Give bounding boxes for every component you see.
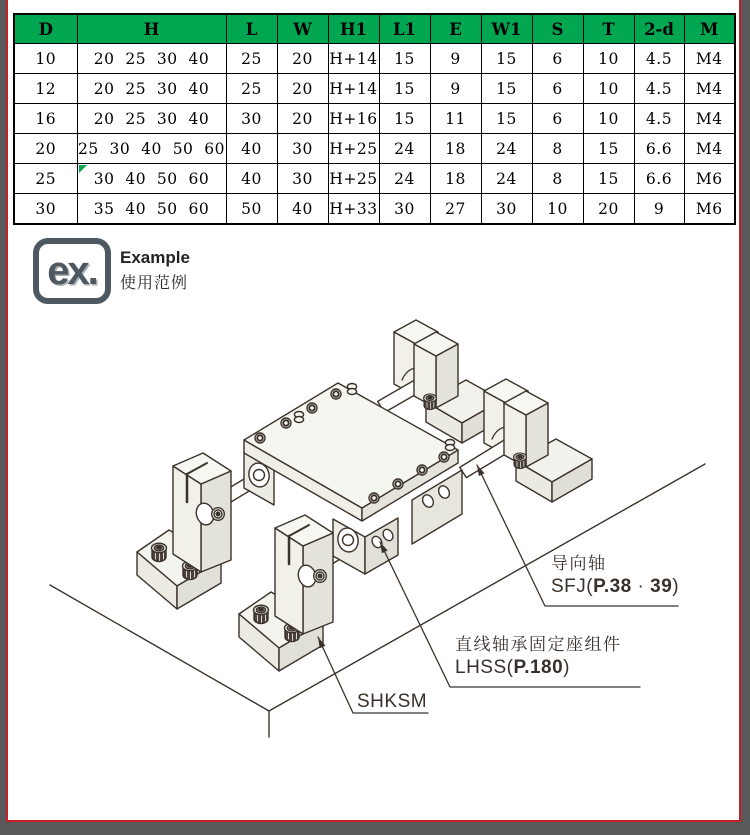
table-cell: 25 30 40 50 60 (77, 134, 226, 164)
table-cell: 15 (379, 104, 430, 134)
table-cell: 24 (481, 134, 532, 164)
table-row (14, 194, 735, 225)
table-cell: 10 (583, 74, 634, 104)
label-clamp-code: SHKSM (357, 691, 428, 712)
col-header-T: T (583, 14, 634, 44)
table-cell: 9 (634, 194, 684, 225)
table-row (14, 134, 735, 164)
table-row (14, 74, 735, 104)
col-header-2d: 2-d (634, 14, 684, 44)
table-row (14, 104, 735, 134)
table-cell: M4 (684, 134, 735, 164)
col-header-M: M (684, 14, 735, 44)
table-cell: H+14 (328, 44, 379, 74)
table-cell: 20 25 30 40 (77, 104, 226, 134)
table-cell: 15 (379, 74, 430, 104)
table-cell: 25 (14, 164, 77, 194)
table-cell: 8 (532, 134, 583, 164)
table-cell: M4 (684, 74, 735, 104)
table-cell: 6 (532, 104, 583, 134)
table-cell: 10 (532, 194, 583, 225)
table-cell: 4.5 (634, 44, 684, 74)
cell-marker (79, 165, 87, 173)
table-cell: 30 (226, 104, 277, 134)
table-cell: 6.6 (634, 134, 684, 164)
table-cell: 9 (430, 74, 481, 104)
table-cell: H+16 (328, 104, 379, 134)
col-header-D: D (14, 14, 77, 44)
table-cell: 30 40 50 60 (77, 164, 226, 194)
col-header-L1: L1 (379, 14, 430, 44)
example-logo: ex. (33, 238, 111, 304)
example-title: Example (120, 248, 190, 267)
table-cell: 20 25 30 40 (77, 44, 226, 74)
table-cell: H+14 (328, 74, 379, 104)
table-cell: 24 (481, 164, 532, 194)
table-cell: 11 (430, 104, 481, 134)
table-cell: H+25 (328, 164, 379, 194)
table-cell: 15 (481, 44, 532, 74)
shaft-support-front-left (137, 453, 231, 609)
col-header-E: E (430, 14, 481, 44)
table-cell: 8 (532, 164, 583, 194)
table-cell: 6.6 (634, 164, 684, 194)
table-header-row (14, 14, 735, 44)
table-cell: 20 25 30 40 (77, 74, 226, 104)
table-cell: 35 40 50 60 (77, 194, 226, 225)
table-cell: 9 (430, 44, 481, 74)
table-cell: 15 (583, 134, 634, 164)
table-cell: 10 (583, 104, 634, 134)
table-row (14, 164, 735, 194)
table-cell: 25 (226, 44, 277, 74)
table-cell: 16 (14, 104, 77, 134)
label-bearing-unit-cn: 直线轴承固定座组件 (455, 635, 622, 654)
table-cell: 24 (379, 164, 430, 194)
table-cell: M4 (684, 104, 735, 134)
label-bearing-unit-code: LHSS(P.180) (455, 656, 570, 678)
catalog-page (6, 0, 741, 822)
table-cell: 20 (583, 194, 634, 225)
table-cell: 30 (277, 164, 328, 194)
table-cell: 18 (430, 164, 481, 194)
table-cell: 40 (226, 164, 277, 194)
table-cell: 40 (226, 134, 277, 164)
table-cell: 15 (583, 164, 634, 194)
table-cell: 25 (226, 74, 277, 104)
col-header-H1: H1 (328, 14, 379, 44)
table-cell: 10 (14, 44, 77, 74)
table-cell: 12 (14, 74, 77, 104)
table-row (14, 44, 735, 74)
spec-table (13, 13, 736, 225)
table-cell: 30 (379, 194, 430, 225)
table-cell: M6 (684, 164, 735, 194)
shaft-support-front-center (239, 515, 333, 671)
table-cell: M6 (684, 194, 735, 225)
table-cell: 40 (277, 194, 328, 225)
col-header-H: H (77, 14, 226, 44)
example-subtitle-cn: 使用范例 (120, 275, 189, 292)
table-cell: 15 (481, 104, 532, 134)
table-cell: 4.5 (634, 74, 684, 104)
table-cell: 24 (379, 134, 430, 164)
table-cell: 15 (481, 74, 532, 104)
table-cell: H+33 (328, 194, 379, 225)
col-header-S: S (532, 14, 583, 44)
table-cell: 6 (532, 44, 583, 74)
col-header-W1: W1 (481, 14, 532, 44)
table-cell: 10 (583, 44, 634, 74)
table-cell: 15 (379, 44, 430, 74)
col-header-W: W (277, 14, 328, 44)
label-guide-shaft (551, 553, 679, 599)
table-cell: 30 (277, 134, 328, 164)
table-cell: M4 (684, 44, 735, 74)
table-cell: 18 (430, 134, 481, 164)
table-cell: 20 (277, 74, 328, 104)
table-cell: H+25 (328, 134, 379, 164)
label-guide-shaft-cn: 导向轴 (551, 554, 607, 573)
col-header-L: L (226, 14, 277, 44)
label-guide-shaft-code: SFJ(P.38 · 39) (551, 575, 680, 597)
table-cell: 50 (226, 194, 277, 225)
table-cell: 20 (277, 104, 328, 134)
label-bearing-unit (455, 634, 622, 680)
table-cell: 20 (14, 134, 77, 164)
table-cell: 6 (532, 74, 583, 104)
table-cell: 30 (14, 194, 77, 225)
table-cell: 20 (277, 44, 328, 74)
table-cell: 27 (430, 194, 481, 225)
table-cell: 30 (481, 194, 532, 225)
table-cell: 4.5 (634, 104, 684, 134)
